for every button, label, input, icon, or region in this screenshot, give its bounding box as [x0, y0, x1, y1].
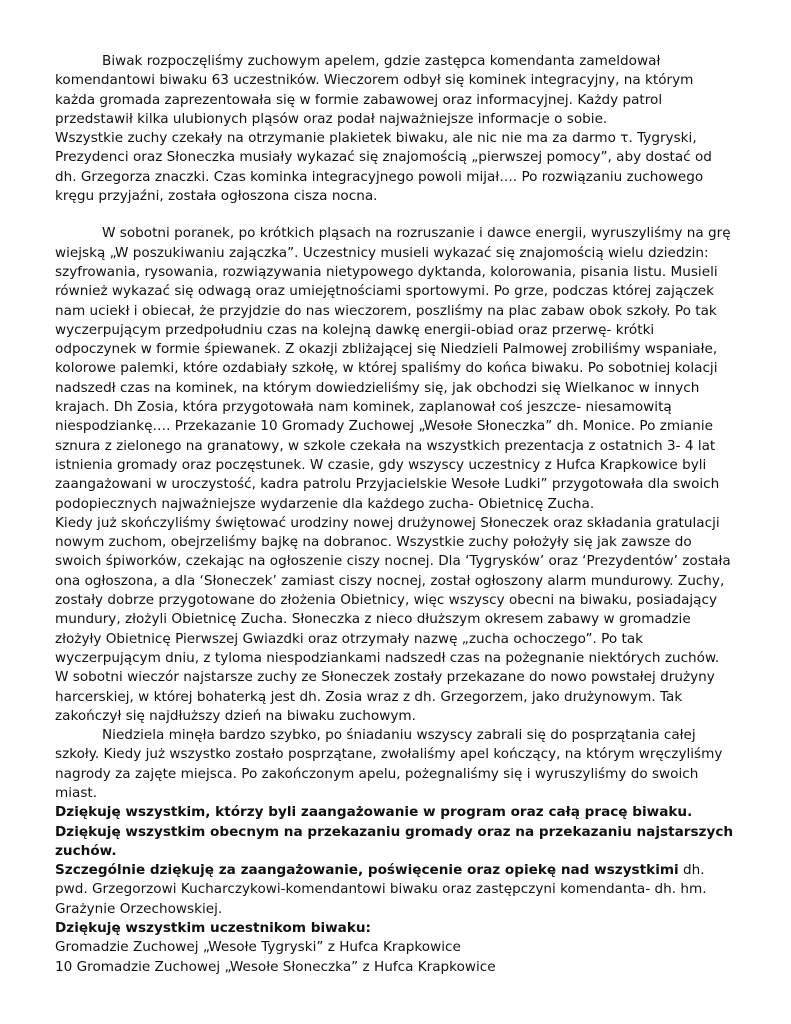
thanks-special-bold: Szczególnie dziękuję za zaangażowanie, poświęcenie oraz opiekę nad wszystkimi — [55, 862, 679, 879]
thanks-program: Dziękuję wszystkim, którzy byli zaangażowanie w program oraz całą pracę biwaku. — [55, 804, 693, 821]
paragraph-saturday: W sobotni poranek, po krótkich pląsach na rozruszanie i dawce energii, wyruszyliśmy na grę wiejską „W poszukiwaniu zajączka”. Uczestnicy musieli wykazać się znajomością wielu dziedzin: szyfrowania, rysowania, rozwiązywania nietypowego dyktanda, kolorowania, pisania listu. Musieli również wykazać się odwagą oraz umiejętnościami sportowymi. Po grze, podczas której zajączek nam uciekł i obiecał, że przyjdzie do nas wieczorem, poszliśmy na plac zabaw obok szkoły. Po tak wyczerpującym przedpołudniu czas na kolejną dawkę energii-obiad oraz przerwę- krótki odpoczynek w formie śpiewanek. Z okazji zbliżającej się Niedzieli Palmowej zrobiliśmy wspaniałe, kolorowe palemki, które ozdabiały szkołę, w której spaliśmy do końca biwaku. Po sobotniej kolacji nadszedł czas na kominek, na którym dowiedzieliśmy się, jak obchodzi się Wielkanoc w innych krajach. Dh Zosia, która przygotowała nam kominek, zaplanował coś jeszcze- niesamowitą niespodziankę…. Przekazanie 10 Gromady Zuchowej „Wesołe Słoneczka” dh. Monice. Po zmianie sznura z zielonego na granatowy, w szkole czekała na wszystkich prezentacja z ostatnich 3- 4 lat istnienia gromady oraz poczęstunek. W czasie, gdy wszyscy uczestnicy z Hufca Krapkowice byli zaangażowani w uroczystość, kadra patrolu Przyjacielskie Wesołe Ludki” przygotowała dla swoich podopiecznych najważniejsze wydarzenie dla każdego zucha- Obietnicę Zucha. — [55, 225, 731, 512]
thanks-participants-heading: Dziękuję wszystkim uczestnikom biwaku: — [55, 920, 371, 937]
paragraph-promise: Kiedy już skończyliśmy świętować urodziny nowej drużynowej Słoneczek oraz składania gratulacji nowym zuchom, obejrzeliśmy bajkę na dobranoc. Wszystkie zuchy położyły się jak zawsze do swoich śpiworków, czekając na ogłoszenie ciszy nocnej. Dla ‘Tygrysków’ oraz ‘Prezydentów’ została ona ogłoszona, a dla ‘Słoneczek’ zamiast ciszy nocnej, został ogłoszony alarm mundurowy. Zuchy, zostały dobrze przygotowane do złożenia Obietnicy, więc wszyscy obecni na biwaku, posiadający mundury, złożyli Obietnicę Zucha. Słoneczka z nieco dłuższym okresem zabawy w gromadzie złożyły Obietnicę Pierwszej Gwiazdki oraz otrzymały nazwę „zucha ochoczego”. Po tak wyczerpującym dniu, z tyloma niespodziankami nadszedł czas na pożegnanie niektórych zuchów. W sobotni wieczór najstarsze zuchy ze Słoneczek zostały przekazane do nowo powstałej drużyny harcerskiej, w której bohaterką jest dh. Zosia wraz z dh. Grzegorzem, jako drużynowym. Tak zakończył się najdłuższy dzień na biwaku zuchowym. — [55, 514, 731, 724]
thanks-special-names: dh. pwd. Grzegorzowi Kucharczykowi-komendantowi biwaku oraz zastępczyni komendanta- dh. hm. Grażynie Orzechowskiej. — [55, 862, 707, 917]
thanks-special — [55, 861, 735, 919]
paragraph-spacer — [55, 206, 735, 224]
document-page — [55, 52, 735, 977]
thanks-transfer: Dziękuję wszystkim obecnym na przekazaniu gromady oraz na przekazaniu najstarszych zuchów. — [55, 823, 734, 859]
group-tygryski: Gromadzie Zuchowej „Wesołe Tygryski” z Hufca Krapkowice — [55, 939, 461, 956]
group-sloneczka: 10 Gromadzie Zuchowej „Wesołe Słoneczka” z Hufca Krapkowice — [55, 958, 496, 975]
paragraph-plakietki: Wszystkie zuchy czekały na otrzymanie plakietek biwaku, ale nic nie ma za darmo τ. Tygryski, Prezydenci oraz Słoneczka musiały wykazać się znajomością „pierwszej pomocy”, aby dostać od dh. Grzegorza znaczki. Czas kominka integracyjnego powoli mijał…. Po rozwiązaniu zuchowego kręgu przyjaźni, została ogłoszona cisza nocna. — [55, 130, 712, 205]
paragraph-opening-apel: Biwak rozpoczęliśmy zuchowym apelem, gdzie zastępca komendanta zameldował komendantowi biwaku 63 uczestników. Wieczorem odbył się kominek integracyjny, na którym każda gromada zaprezentowała się w formie zabawowej oraz informacyjnej. Każdy patrol przedstawił kilka ulubionych pląsów oraz podał najważniejsze informacje o sobie. — [55, 53, 694, 127]
paragraph-sunday: Niedziela minęła bardzo szybko, po śniadaniu wszyscy zabrali się do posprzątania całej szkoły. Kiedy już wszystko zostało posprzątane, zwołaliśmy apel kończący, na którym wręczyliśmy nagrody za zajęte miejsca. Po zakończonym apelu, pożegnaliśmy się i wyruszyliśmy do swoich miast. — [55, 727, 723, 801]
